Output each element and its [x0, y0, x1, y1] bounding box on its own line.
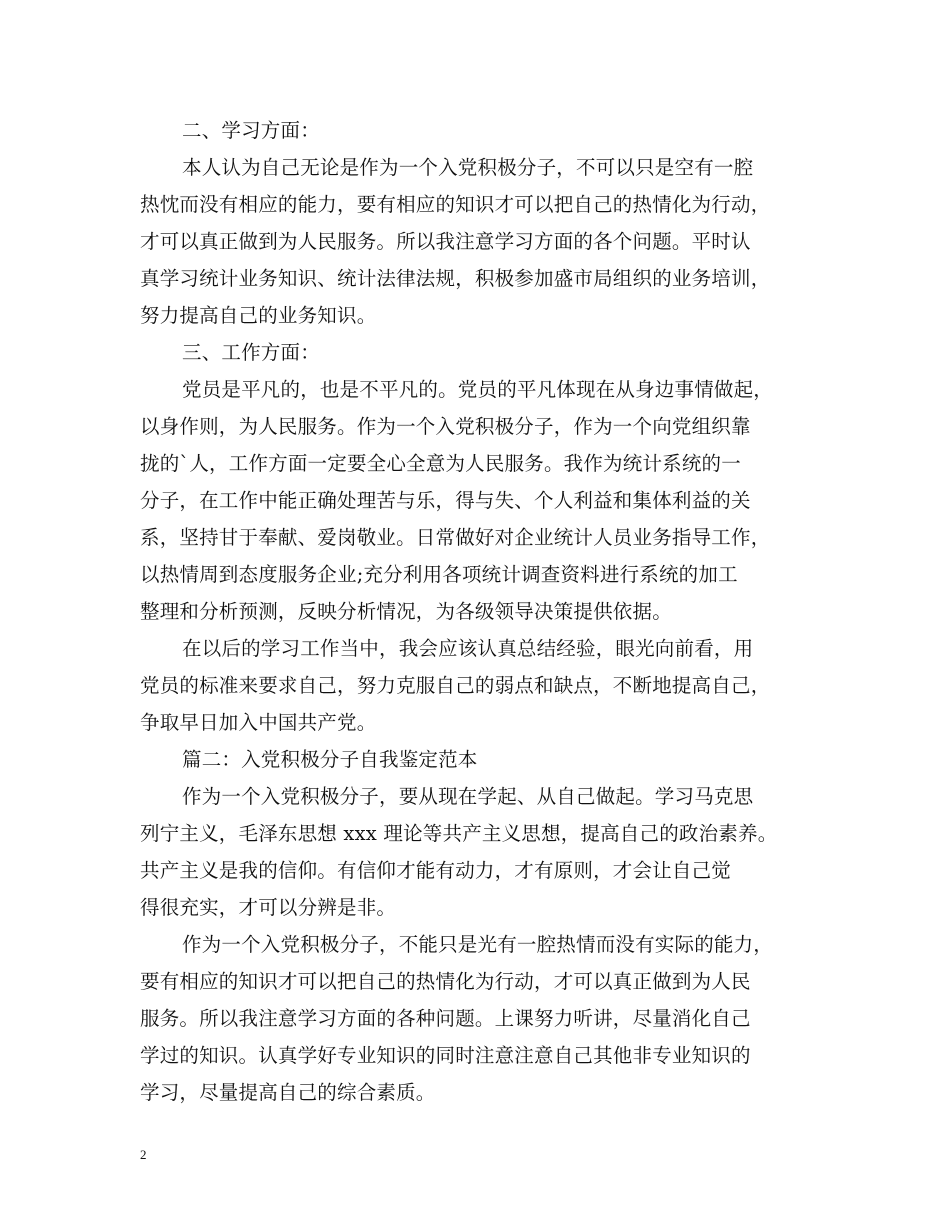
page-number: 2: [140, 1147, 147, 1162]
paragraph-line: 要有相应的知识才可以把自己的热情化为行动，才可以真正做到为人民: [140, 970, 751, 993]
paragraph-line: 整理和分析预测，反映分析情况，为各级领导决策提供依据。: [140, 600, 672, 623]
paragraph-line: 分子，在工作中能正确处理苦与乐，得与失、个人利益和集体利益的关: [140, 489, 751, 512]
document-body: [140, 112, 820, 1111]
paragraph-line: 作为一个入党积极分子，要从现在学起、从自己做起。学习马克思: [182, 785, 754, 808]
paragraph-line: 共产主义是我的信仰。有信仰才能有动力，才有原则，才会让自己觉: [140, 859, 732, 882]
paragraph-line: 党员是平凡的，也是不平凡的。党员的平凡体现在从身边事情做起，: [182, 378, 774, 401]
paragraph-line: 热忱而没有相应的能力，要有相应的知识才可以把自己的热情化为行动，: [140, 193, 771, 216]
paragraph-line: 真学习统计业务知识、统计法律法规，积极参加盛市局组织的业务培训，: [140, 267, 771, 290]
paragraph-line: 在以后的学习工作当中，我会应该认真总结经验，眼光向前看，用: [182, 637, 754, 660]
paragraph-line: 学习，尽量提高自己的综合素质。: [140, 1081, 436, 1104]
paragraph-line: 学过的知识。认真学好专业知识的同时注意注意自己其他非专业知识的: [140, 1044, 751, 1067]
paragraph-line: 以身作则，为人民服务。作为一个入党积极分子，作为一个向党组织靠: [140, 415, 751, 438]
paragraph-line: 争取早日加入中国共产党。: [140, 711, 377, 734]
paragraph-line: 服务。所以我注意学习方面的各种问题。上课努力听讲，尽量消化自己: [140, 1007, 751, 1030]
paragraph-line: 得很充实，才可以分辨是非。: [140, 896, 397, 919]
paragraph-line: 系，坚持甘于奉献、爱岗敬业。日常做好对企业统计人员业务指导工作，: [140, 526, 771, 549]
section-heading-study: 二、学习方面：: [182, 119, 320, 142]
section-heading-part-two: 篇二：入党积极分子自我鉴定范本: [182, 748, 478, 771]
paragraph-line: 作为一个入党积极分子，不能只是光有一腔热情而没有实际的能力，: [182, 933, 774, 956]
paragraph-line: 努力提高自己的业务知识。: [140, 304, 377, 327]
paragraph-line: 党员的标准来要求自己，努力克服自己的弱点和缺点，不断地提高自己，: [140, 674, 771, 697]
paragraph-line: 以热情周到态度服务企业;充分利用各项统计调查资料进行系统的加工: [140, 563, 738, 586]
paragraph-line: 本人认为自己无论是作为一个入党积极分子，不可以只是空有一腔: [182, 156, 754, 179]
paragraph-line: 才可以真正做到为人民服务。所以我注意学习方面的各个问题。平时认: [140, 230, 751, 253]
section-heading-work: 三、工作方面：: [182, 341, 320, 364]
paragraph-line: 列宁主义，毛泽东思想 xxx 理论等共产主义思想，提高自己的政治素养。: [140, 822, 778, 845]
paragraph-line: 拢的`人，工作方面一定要全心全意为人民服务。我作为统计系统的一: [140, 452, 741, 475]
